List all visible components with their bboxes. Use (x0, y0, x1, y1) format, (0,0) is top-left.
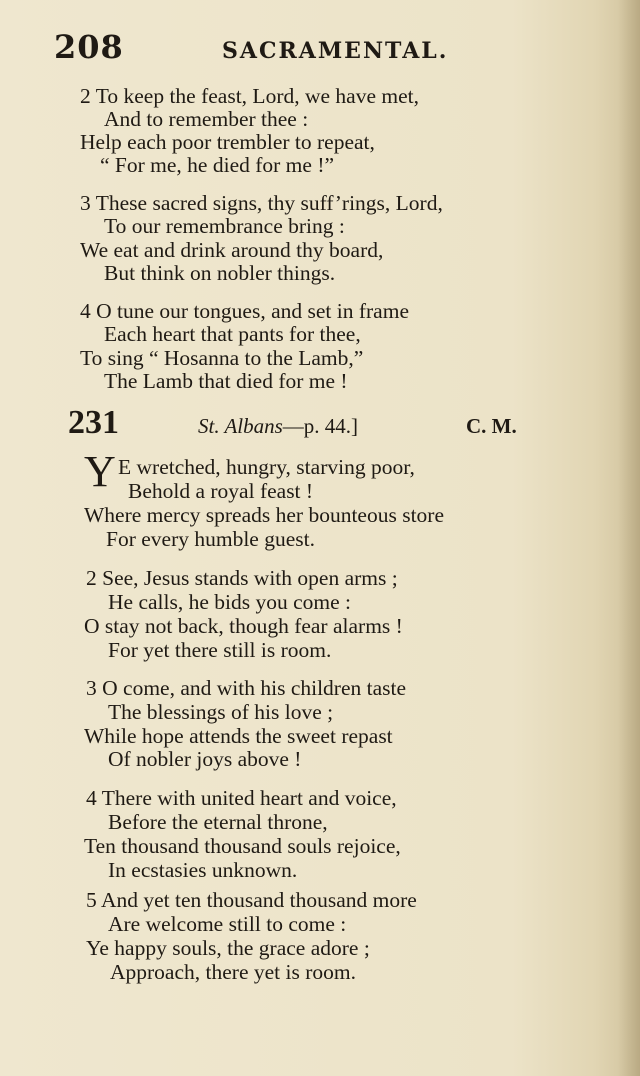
verse-line: While hope attends the sweet repast (84, 724, 393, 748)
verse-line: 2 See, Jesus stands with open arms ; (86, 566, 398, 590)
verse-line: But think on nobler things. (104, 261, 336, 285)
verse-line: He calls, he bids you come : (108, 590, 352, 614)
verse-line: E wretched, hungry, starving poor, (118, 455, 415, 479)
page-number: 208 (54, 28, 124, 66)
verse-line: Behold a royal feast ! (128, 479, 314, 503)
verse-line: 3 These sacred signs, thy suff’rings, Lord, (80, 191, 443, 215)
verse-line: 5 And yet ten thousand thousand more (86, 888, 417, 912)
verse-line: For yet there still is room. (108, 638, 332, 662)
verse-line: 3 O come, and with his children taste (86, 676, 407, 700)
verse-line: 4 There with united heart and voice, (86, 786, 397, 810)
verse-line: Approach, there yet is room. (110, 960, 356, 984)
verse-line: To our remembrance bring : (104, 214, 345, 238)
verse-line: To sing “ Hosanna to the Lamb,” (80, 346, 364, 370)
verse-line: “ For me, he died for me !” (100, 153, 335, 177)
verse-line: Ten thousand thousand souls rejoice, (84, 834, 401, 858)
tune-name: St. Albans (198, 414, 283, 438)
hymn-meter: C. M. (466, 414, 517, 438)
page-gutter-shadow (618, 0, 640, 1076)
verse-line: Where mercy spreads her bounteous store (84, 503, 444, 527)
verse-line: 4 O tune our tongues, and set in frame (80, 299, 409, 323)
verse-line: In ecstasies unknown. (108, 858, 298, 882)
tune-page-ref: —p. 44.] (282, 414, 359, 438)
verse-line: Each heart that pants for thee, (104, 322, 361, 346)
hymn-number: 231 (68, 404, 119, 441)
verse-line: The Lamb that died for me ! (104, 369, 348, 393)
verse-line: 2 To keep the feast, Lord, we have met, (80, 84, 419, 108)
verse-line: Help each poor trembler to repeat, (80, 130, 375, 154)
drop-cap: Y (84, 447, 116, 496)
verse-line: Before the eternal throne, (108, 810, 328, 834)
verse-line: Of nobler joys above ! (108, 747, 302, 771)
verse-line: The blessings of his love ; (108, 700, 334, 724)
verse-line: And to remember thee : (104, 107, 309, 131)
verse-line: We eat and drink around thy board, (80, 238, 384, 262)
verse-line: O stay not back, though fear alarms ! (84, 614, 403, 638)
page-header (54, 28, 614, 78)
running-head: SACRAMENTAL. (222, 38, 449, 64)
verse-line: Ye happy souls, the grace adore ; (86, 936, 370, 960)
verse-line: Are welcome still to come : (108, 912, 347, 936)
verse-line: For every humble guest. (106, 527, 315, 551)
tune-reference (198, 414, 358, 439)
